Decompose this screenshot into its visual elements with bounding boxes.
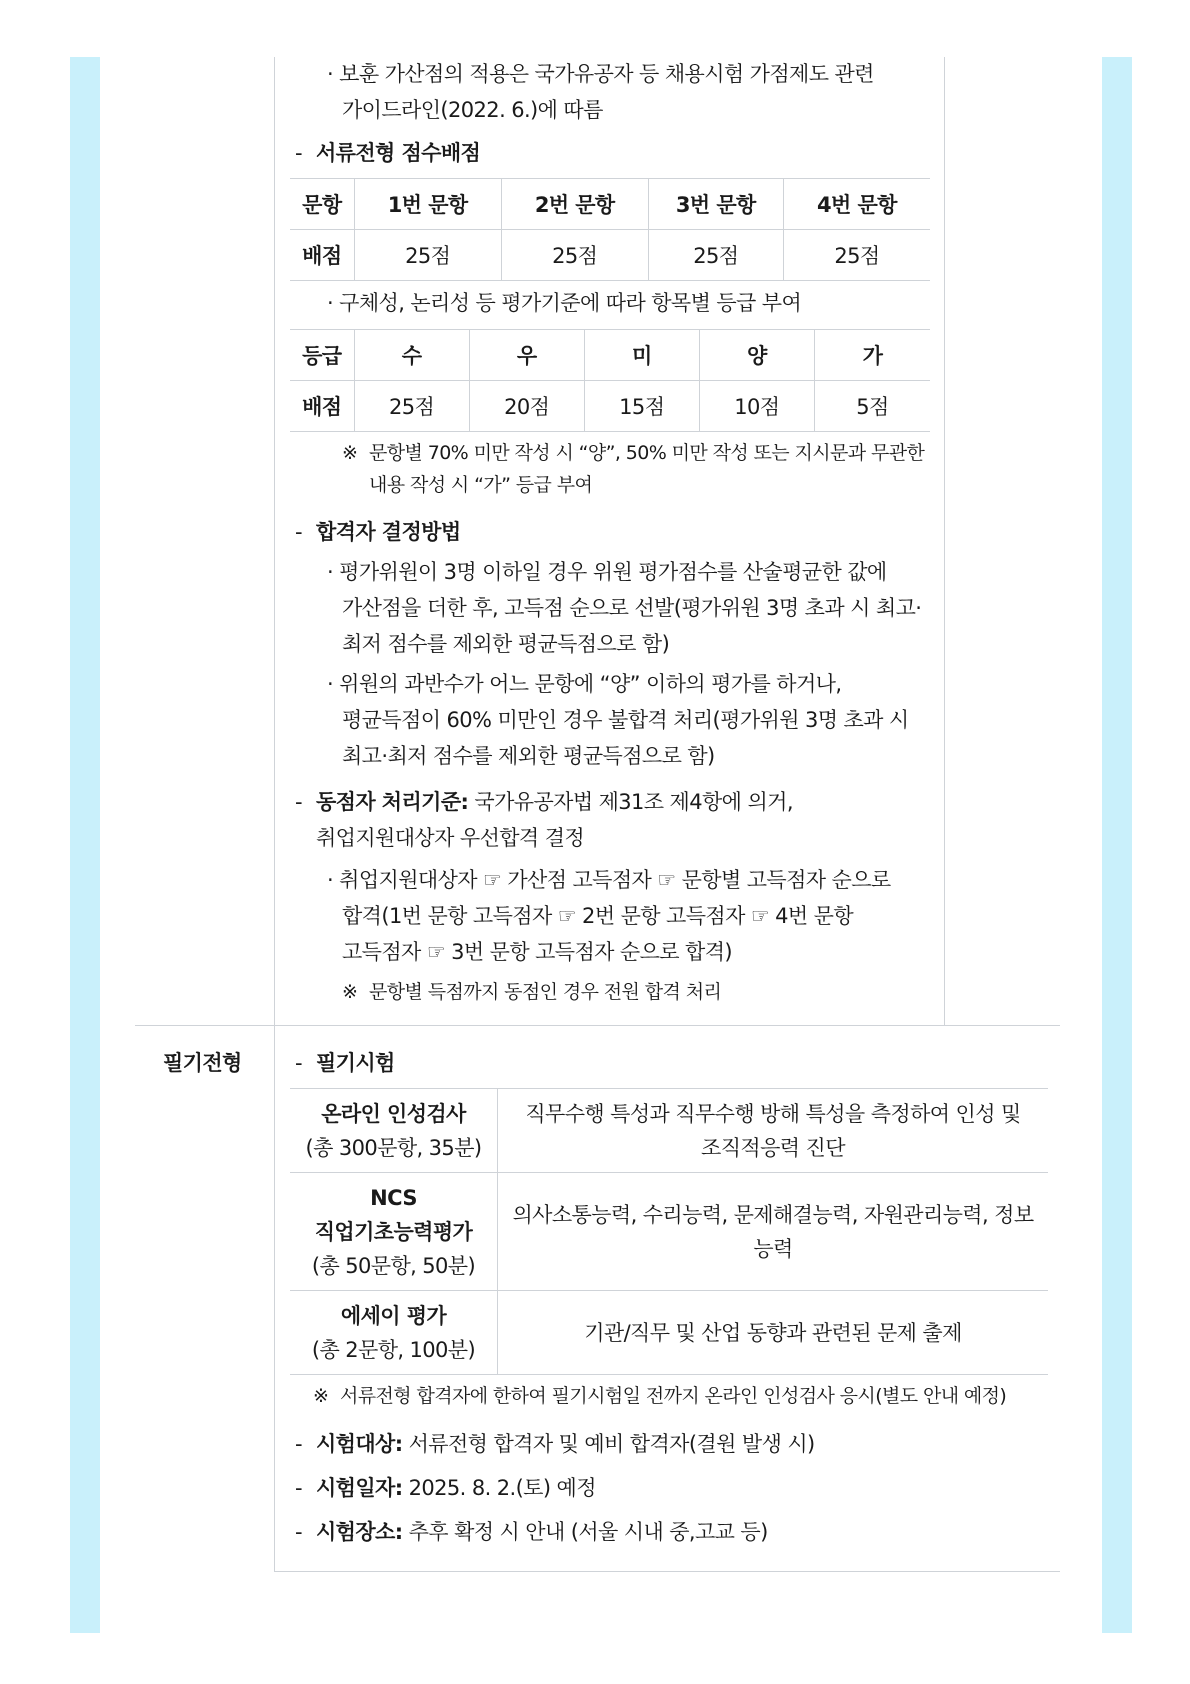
table-cell: 25점 — [501, 230, 648, 281]
exam-desc: 기관/직무 및 산업 동향과 관련된 문제 출제 — [584, 1320, 962, 1345]
exam-desc: 직무수행 특성과 직무수행 방해 특성을 측정하여 인성 및 — [525, 1101, 1021, 1126]
written-note: 서류전형 합격자에 한하여 필기시험일 전까지 온라인 인성검사 응시(별도 안내 예정) — [340, 1385, 1007, 1407]
table-header-cell: 4번 문항 — [783, 179, 930, 230]
exam-date — [316, 1470, 596, 1506]
tie-rule-text: 국가유공자법 제31조 제4항에 의거, — [474, 790, 793, 814]
exam-sub: (총 50문항, 50분) — [311, 1253, 476, 1278]
table-cell: 25점 — [354, 230, 501, 281]
exam-name-cell — [290, 1173, 498, 1291]
decision-bullet1-line1: · 평가위원이 3명 이하일 경우 위원 평가점수를 산술평균한 값에 — [327, 560, 887, 584]
table-cell: 25점 — [783, 230, 930, 281]
table-cell: 20점 — [469, 381, 584, 432]
exam-name-cell — [290, 1291, 498, 1375]
exam-desc: 조직적응력 진단 — [701, 1135, 845, 1160]
exam-target — [316, 1426, 815, 1462]
tie-bullet-line3: 고득점자 ☞ 3번 문항 고득점자 순으로 합격) — [342, 940, 733, 964]
table-row-label: 배점 — [290, 381, 354, 432]
exam-name: 직업기초능력평가 — [314, 1219, 473, 1244]
exam-name: 온라인 인성검사 — [321, 1101, 466, 1126]
exam-desc-cell — [498, 1089, 1049, 1173]
right-decorative-bar — [1102, 57, 1132, 1633]
dash-marker: - — [295, 1520, 302, 1544]
bottom-line — [274, 1571, 1060, 1572]
tie-bullet-line2: 합격(1번 문항 고득점자 ☞ 2번 문항 고득점자 ☞ 4번 문항 — [342, 904, 854, 928]
table-cell: 10점 — [699, 381, 814, 432]
table-cell: 25점 — [648, 230, 783, 281]
note-mark: ※ — [313, 1385, 329, 1407]
tie-rule-line2: 취업지원대상자 우선합격 결정 — [316, 826, 585, 850]
table-header-cell: 등급 — [290, 330, 354, 381]
table-row-label: 배점 — [290, 230, 354, 281]
grade-note-line2: 내용 작성 시 “가” 등급 부여 — [369, 474, 593, 496]
grade-score-table — [290, 329, 930, 432]
decision-bullet2-line1: · 위원의 과반수가 어느 문항에 “양” 이하의 평가를 하거나, — [327, 672, 842, 696]
frame-line-inner-right — [944, 57, 945, 1025]
tie-rule-heading: 동점자 처리기준: — [316, 790, 469, 814]
written-heading: 필기시험 — [316, 1051, 395, 1075]
decision-bullet1-line2: 가산점을 더한 후, 고득점 순으로 선발(평가위원 3명 초과 시 최고· — [342, 596, 922, 620]
table-header-cell: 3번 문항 — [648, 179, 783, 230]
grade-note-line1: 문항별 70% 미만 작성 시 “양”, 50% 미만 작성 또는 지시문과 무관한 — [369, 442, 925, 464]
decision-bullet1-line3: 최저 점수를 제외한 평균득점으로 함) — [342, 632, 670, 656]
exam-desc-cell — [498, 1173, 1049, 1291]
exam-sub: (총 2문항, 100분) — [311, 1337, 476, 1362]
note-mark: ※ — [342, 442, 358, 464]
left-decorative-bar — [70, 57, 100, 1633]
grade-bullet: · 구체성, 논리성 등 평가기준에 따라 항목별 등급 부여 — [327, 291, 802, 315]
exam-desc: 의사소통능력, 수리능력, 문제해결능력, 자원관리능력, 정보능력 — [512, 1202, 1034, 1261]
decision-heading: 합격자 결정방법 — [316, 520, 461, 544]
exam-date-value: 2025. 8. 2.(토) 예정 — [408, 1476, 596, 1500]
exam-place — [316, 1514, 768, 1550]
exam-place-value: 추후 확정 시 안내 (서울 시내 중,고교 등) — [408, 1520, 768, 1544]
table-header-cell: 가 — [814, 330, 930, 381]
doc-score-heading: 서류전형 점수배점 — [316, 141, 481, 165]
dash-marker: - — [295, 1432, 302, 1456]
table-header-cell: 문항 — [290, 179, 354, 230]
table-header-cell: 미 — [584, 330, 699, 381]
dash-marker: - — [295, 1051, 302, 1075]
bonus-bullet-line2: 가이드라인(2022. 6.)에 따름 — [342, 98, 603, 122]
dash-marker: - — [295, 1476, 302, 1500]
decision-bullet2-line3: 최고·최저 점수를 제외한 평균득점으로 함) — [342, 744, 715, 768]
exam-name: NCS — [370, 1185, 417, 1210]
table-header-cell: 우 — [469, 330, 584, 381]
exam-target-value: 서류전형 합격자 및 예비 합격자(결원 발생 시) — [408, 1432, 815, 1456]
exam-target-label: 시험대상: — [316, 1432, 403, 1456]
written-exam-table — [290, 1088, 1048, 1375]
written-section-label: 필기전형 — [163, 1051, 242, 1075]
exam-place-label: 시험장소: — [316, 1520, 403, 1544]
tie-note: 문항별 득점까지 동점인 경우 전원 합격 처리 — [369, 981, 722, 1003]
table-header-cell: 1번 문항 — [354, 179, 501, 230]
exam-desc-cell — [498, 1291, 1049, 1375]
table-header-cell: 양 — [699, 330, 814, 381]
dash-marker: - — [295, 520, 302, 544]
table-header-cell: 2번 문항 — [501, 179, 648, 230]
tie-rule-line1 — [316, 784, 793, 820]
exam-sub: (총 300문항, 35분) — [305, 1135, 482, 1160]
decision-bullet2-line2: 평균득점이 60% 미만인 경우 불합격 처리(평가위원 3명 초과 시 — [342, 708, 909, 732]
bonus-bullet-line1: · 보훈 가산점의 적용은 국가유공자 등 채용시험 가점제도 관련 — [327, 62, 874, 86]
question-score-table — [290, 178, 930, 281]
table-cell: 25점 — [354, 381, 469, 432]
note-mark: ※ — [342, 981, 358, 1003]
table-cell: 5점 — [814, 381, 930, 432]
dash-marker: - — [295, 790, 302, 814]
exam-name: 에세이 평가 — [340, 1303, 447, 1328]
section-divider — [135, 1025, 1060, 1026]
table-cell: 15점 — [584, 381, 699, 432]
exam-date-label: 시험일자: — [316, 1476, 403, 1500]
frame-line-left — [274, 57, 275, 1572]
exam-name-cell — [290, 1089, 498, 1173]
table-header-cell: 수 — [354, 330, 469, 381]
dash-marker: - — [295, 141, 302, 165]
tie-bullet-line1: · 취업지원대상자 ☞ 가산점 고득점자 ☞ 문항별 고득점자 순으로 — [327, 868, 891, 892]
